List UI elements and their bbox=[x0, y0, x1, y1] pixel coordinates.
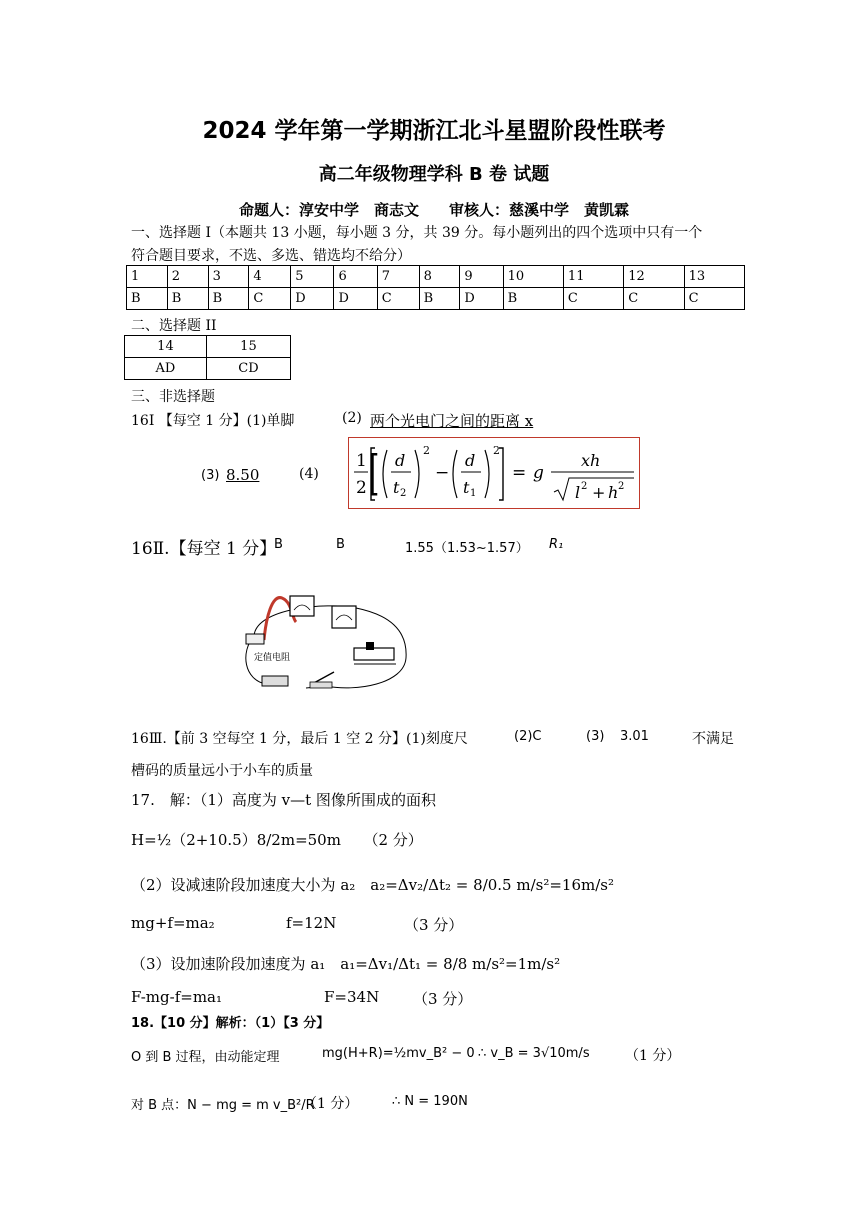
table-cell: C bbox=[563, 288, 623, 310]
q18-line1-equation: mg(H+R)=½mv_B² − 0 bbox=[322, 1046, 475, 1061]
table-cell: 7 bbox=[377, 266, 419, 288]
q16-1-part4-label: (4) bbox=[299, 466, 319, 482]
svg-text:xh: xh bbox=[581, 451, 601, 470]
table-cell: CD bbox=[206, 358, 290, 380]
q18-line1-result: ∴ v_B = 3√10m/s bbox=[478, 1046, 590, 1061]
svg-text:+: + bbox=[592, 483, 606, 502]
svg-text:d: d bbox=[465, 451, 476, 470]
svg-text:2: 2 bbox=[581, 481, 588, 492]
svg-text:2: 2 bbox=[618, 481, 625, 492]
svg-text:1: 1 bbox=[356, 451, 367, 471]
formula-box bbox=[348, 437, 640, 509]
table-cell: 2 bbox=[167, 266, 208, 288]
table-row-answers bbox=[125, 358, 291, 380]
section1-instructions-line2: 符合题目要求，不选、多选、错选均不给分） bbox=[131, 248, 411, 264]
q16-1-part3-label: (3) bbox=[201, 468, 220, 483]
svg-text:h: h bbox=[608, 483, 619, 502]
svg-text:1: 1 bbox=[470, 488, 477, 499]
table-row-numbers bbox=[127, 266, 745, 288]
table-cell: B bbox=[127, 288, 168, 310]
q18-line1-text: O 到 B 过程，由动能定理 bbox=[131, 1050, 280, 1065]
q17-line6-score: （3 分） bbox=[413, 990, 473, 1008]
svg-text:t: t bbox=[393, 478, 400, 497]
table-cell: D bbox=[334, 288, 377, 310]
svg-text:−: − bbox=[435, 463, 450, 483]
table-cell: 5 bbox=[291, 266, 334, 288]
formula-graphic bbox=[349, 438, 639, 508]
q16-2-answer-2: B bbox=[336, 537, 345, 552]
table-cell: C bbox=[624, 288, 684, 310]
section1-answer-table bbox=[126, 265, 745, 310]
svg-text:l: l bbox=[575, 483, 581, 502]
table-cell: 4 bbox=[249, 266, 291, 288]
q16-1-part3-answer: 8.50 bbox=[226, 466, 260, 484]
q16-3-line2: 槽码的质量远小于小车的质量 bbox=[131, 763, 313, 779]
svg-text:=: = bbox=[512, 463, 527, 483]
table-cell: B bbox=[208, 288, 249, 310]
q16-1-prefix: 16Ⅰ 【每空 1 分】(1)单脚 bbox=[131, 413, 295, 429]
table-cell: 6 bbox=[334, 266, 377, 288]
q16-2-answer-3: 1.55（1.53~1.57） bbox=[405, 541, 529, 556]
q16-3-answer-3-label: (3) bbox=[586, 729, 605, 744]
exam-authors: 命题人：淳安中学 商志文 审核人：慈溪中学 黄凯霖 bbox=[238, 201, 629, 219]
q16-1-part2-answer: 两个光电门之间的距离 x bbox=[370, 412, 534, 430]
q18-heading: 18.【10 分】解析：（1）【3 分】 bbox=[131, 1016, 330, 1031]
svg-text:t: t bbox=[463, 478, 470, 497]
q16-1-part2-label: (2) bbox=[342, 410, 362, 426]
exam-subtitle: 高二年级物理学科 B 卷 试题 bbox=[318, 164, 550, 185]
q16-3-answer-4: 不满足 bbox=[692, 731, 734, 747]
svg-text:g: g bbox=[533, 463, 544, 483]
table-cell: 11 bbox=[563, 266, 623, 288]
q17-line4-score: （3 分） bbox=[404, 916, 464, 934]
table-cell: 3 bbox=[208, 266, 249, 288]
table-cell: B bbox=[167, 288, 208, 310]
table-cell: D bbox=[460, 288, 503, 310]
exam-title: 2024 学年第一学期浙江北斗星盟阶段性联考 bbox=[202, 118, 666, 144]
section3-heading: 三、非选择题 bbox=[131, 389, 215, 405]
circuit-label: 定值电阻 bbox=[254, 653, 291, 663]
svg-text:d: d bbox=[395, 451, 406, 470]
table-cell: 8 bbox=[419, 266, 460, 288]
q17-line1: 17. 解：（1）高度为 v—t 图像所围成的面积 bbox=[131, 791, 436, 809]
q17-line3: （2）设减速阶段加速度大小为 a₂ a₂=Δv₂/Δt₂ = 8/0.5 m/s²=16m/s² bbox=[131, 876, 614, 894]
q16-3-answer-3: 3.01 bbox=[620, 729, 649, 744]
table-cell: AD bbox=[125, 358, 207, 380]
q17-line2: H=½（2+10.5）8/2m=50m （2 分） bbox=[131, 831, 423, 849]
circuit-diagram bbox=[236, 588, 412, 698]
section1-instructions-line1: 一、选择题 I（本题共 13 小题，每小题 3 分，共 39 分。每小题列出的四个选项中只有一个 bbox=[131, 225, 703, 241]
svg-text:[: [ bbox=[369, 445, 380, 502]
table-cell: 9 bbox=[460, 266, 503, 288]
svg-text:2: 2 bbox=[493, 444, 500, 457]
q16-2-answer-4: R₁ bbox=[549, 537, 564, 552]
q16-3-prefix: 16Ⅲ.【前 3 空每空 1 分，最后 1 空 2 分】(1)刻度尺 bbox=[131, 731, 468, 747]
svg-text:2: 2 bbox=[400, 488, 407, 499]
q16-2-answer-1: B bbox=[274, 537, 283, 552]
q18-line2-text: 对 B 点：N − mg = m v_B²/R bbox=[131, 1098, 315, 1113]
svg-text:2: 2 bbox=[423, 444, 430, 457]
table-cell: 10 bbox=[503, 266, 563, 288]
table-cell: 13 bbox=[684, 266, 744, 288]
section2-answer-table bbox=[124, 335, 291, 380]
table-cell: 12 bbox=[624, 266, 684, 288]
q17-line4-equation: mg+f=ma₂ bbox=[131, 914, 215, 932]
q17-line4-result: f=12N bbox=[286, 914, 337, 932]
q18-line1-score: （1 分） bbox=[625, 1048, 681, 1064]
q18-line2-result: ∴ N = 190N bbox=[392, 1094, 468, 1109]
table-cell: 15 bbox=[206, 336, 290, 358]
svg-text:2: 2 bbox=[356, 478, 367, 498]
section2-heading: 二、选择题 II bbox=[131, 318, 217, 334]
q16-2-prefix: 16Ⅱ.【每空 1 分】 bbox=[131, 539, 277, 559]
table-cell: B bbox=[503, 288, 563, 310]
table-cell: D bbox=[291, 288, 334, 310]
table-cell: 14 bbox=[125, 336, 207, 358]
table-cell: 1 bbox=[127, 266, 168, 288]
table-cell: C bbox=[684, 288, 744, 310]
table-row-numbers bbox=[125, 336, 291, 358]
table-cell: B bbox=[419, 288, 460, 310]
q18-line2-score: （1 分） bbox=[303, 1096, 359, 1112]
q17-line6-result: F=34N bbox=[324, 988, 380, 1006]
q17-line5: （3）设加速阶段加速度为 a₁ a₁=Δv₁/Δt₁ = 8/8 m/s²=1m/s² bbox=[131, 955, 561, 973]
table-row-answers bbox=[127, 288, 745, 310]
q17-line6-equation: F-mg-f=ma₁ bbox=[131, 988, 222, 1006]
table-cell: C bbox=[377, 288, 419, 310]
q16-3-answer-2: (2)C bbox=[514, 729, 542, 744]
table-cell: C bbox=[249, 288, 291, 310]
